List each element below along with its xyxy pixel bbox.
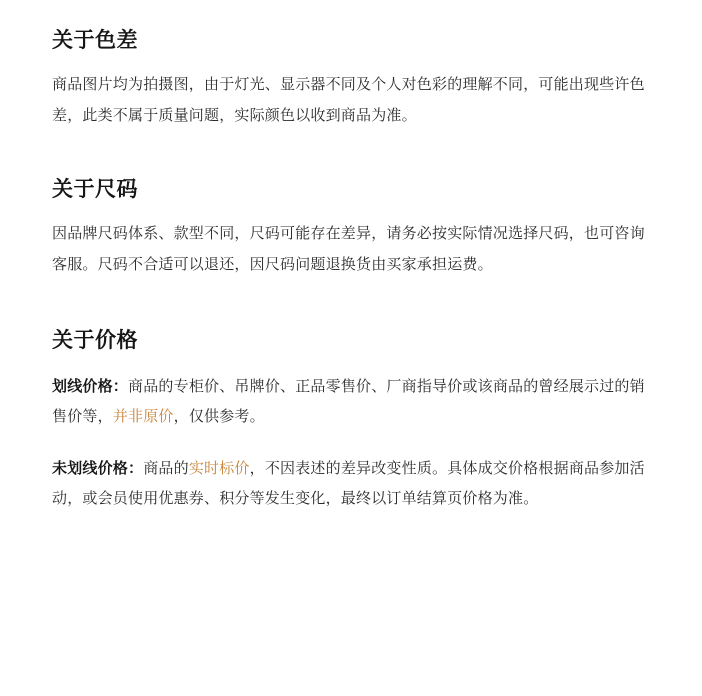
section-heading-price: 关于价格 [52, 327, 138, 352]
section-heading-size: 关于尺码 [52, 176, 138, 201]
price-block-not-struck-through [52, 453, 650, 513]
price-block-struck-through [52, 371, 650, 431]
price-block-text-before-not-struck-through: 商品的 [143, 459, 189, 478]
price-block-highlight-not-struck-through: 实时标价 [188, 459, 250, 478]
price-block-label-struck-through: 划线价格： [52, 377, 129, 396]
price-block-text-before-struck-through: 商品的专柜价、吊牌价、正品零售价、厂商指导价或该商品的曾经展示过的销售价等， [52, 377, 645, 426]
section-body-color-difference: 商品图片均为拍摄图，由于灯光、显示器不同及个人对色彩的理解不同，可能出现些许色差，此类不属于质量问题，实际颜色以收到商品为准。 [52, 75, 645, 125]
price-block-label-not-struck-through: 未划线价格： [52, 459, 144, 478]
section-heading-color-difference: 关于色差 [52, 28, 138, 52]
price-block-text-after-struck-through: ，仅供参考。 [173, 407, 265, 426]
section-size [52, 131, 650, 280]
section-color-difference [52, 0, 650, 131]
price-block-highlight-struck-through: 并非原价 [112, 407, 174, 426]
section-body-size: 因品牌尺码体系、款型不同，尺码可能存在差异，请务必按实际情况选择尺码，也可咨询客服。尺码不合适可以退还，因尺码问题退换货由买家承担运费。 [52, 224, 645, 274]
section-price [52, 280, 650, 513]
price-block-text-after-not-struck-through: ，不因表述的差异改变性质。具体成交价格根据商品参加活动，或会员使用优惠券、积分等发生变化，最终以订单结算页价格为准。 [52, 459, 645, 508]
